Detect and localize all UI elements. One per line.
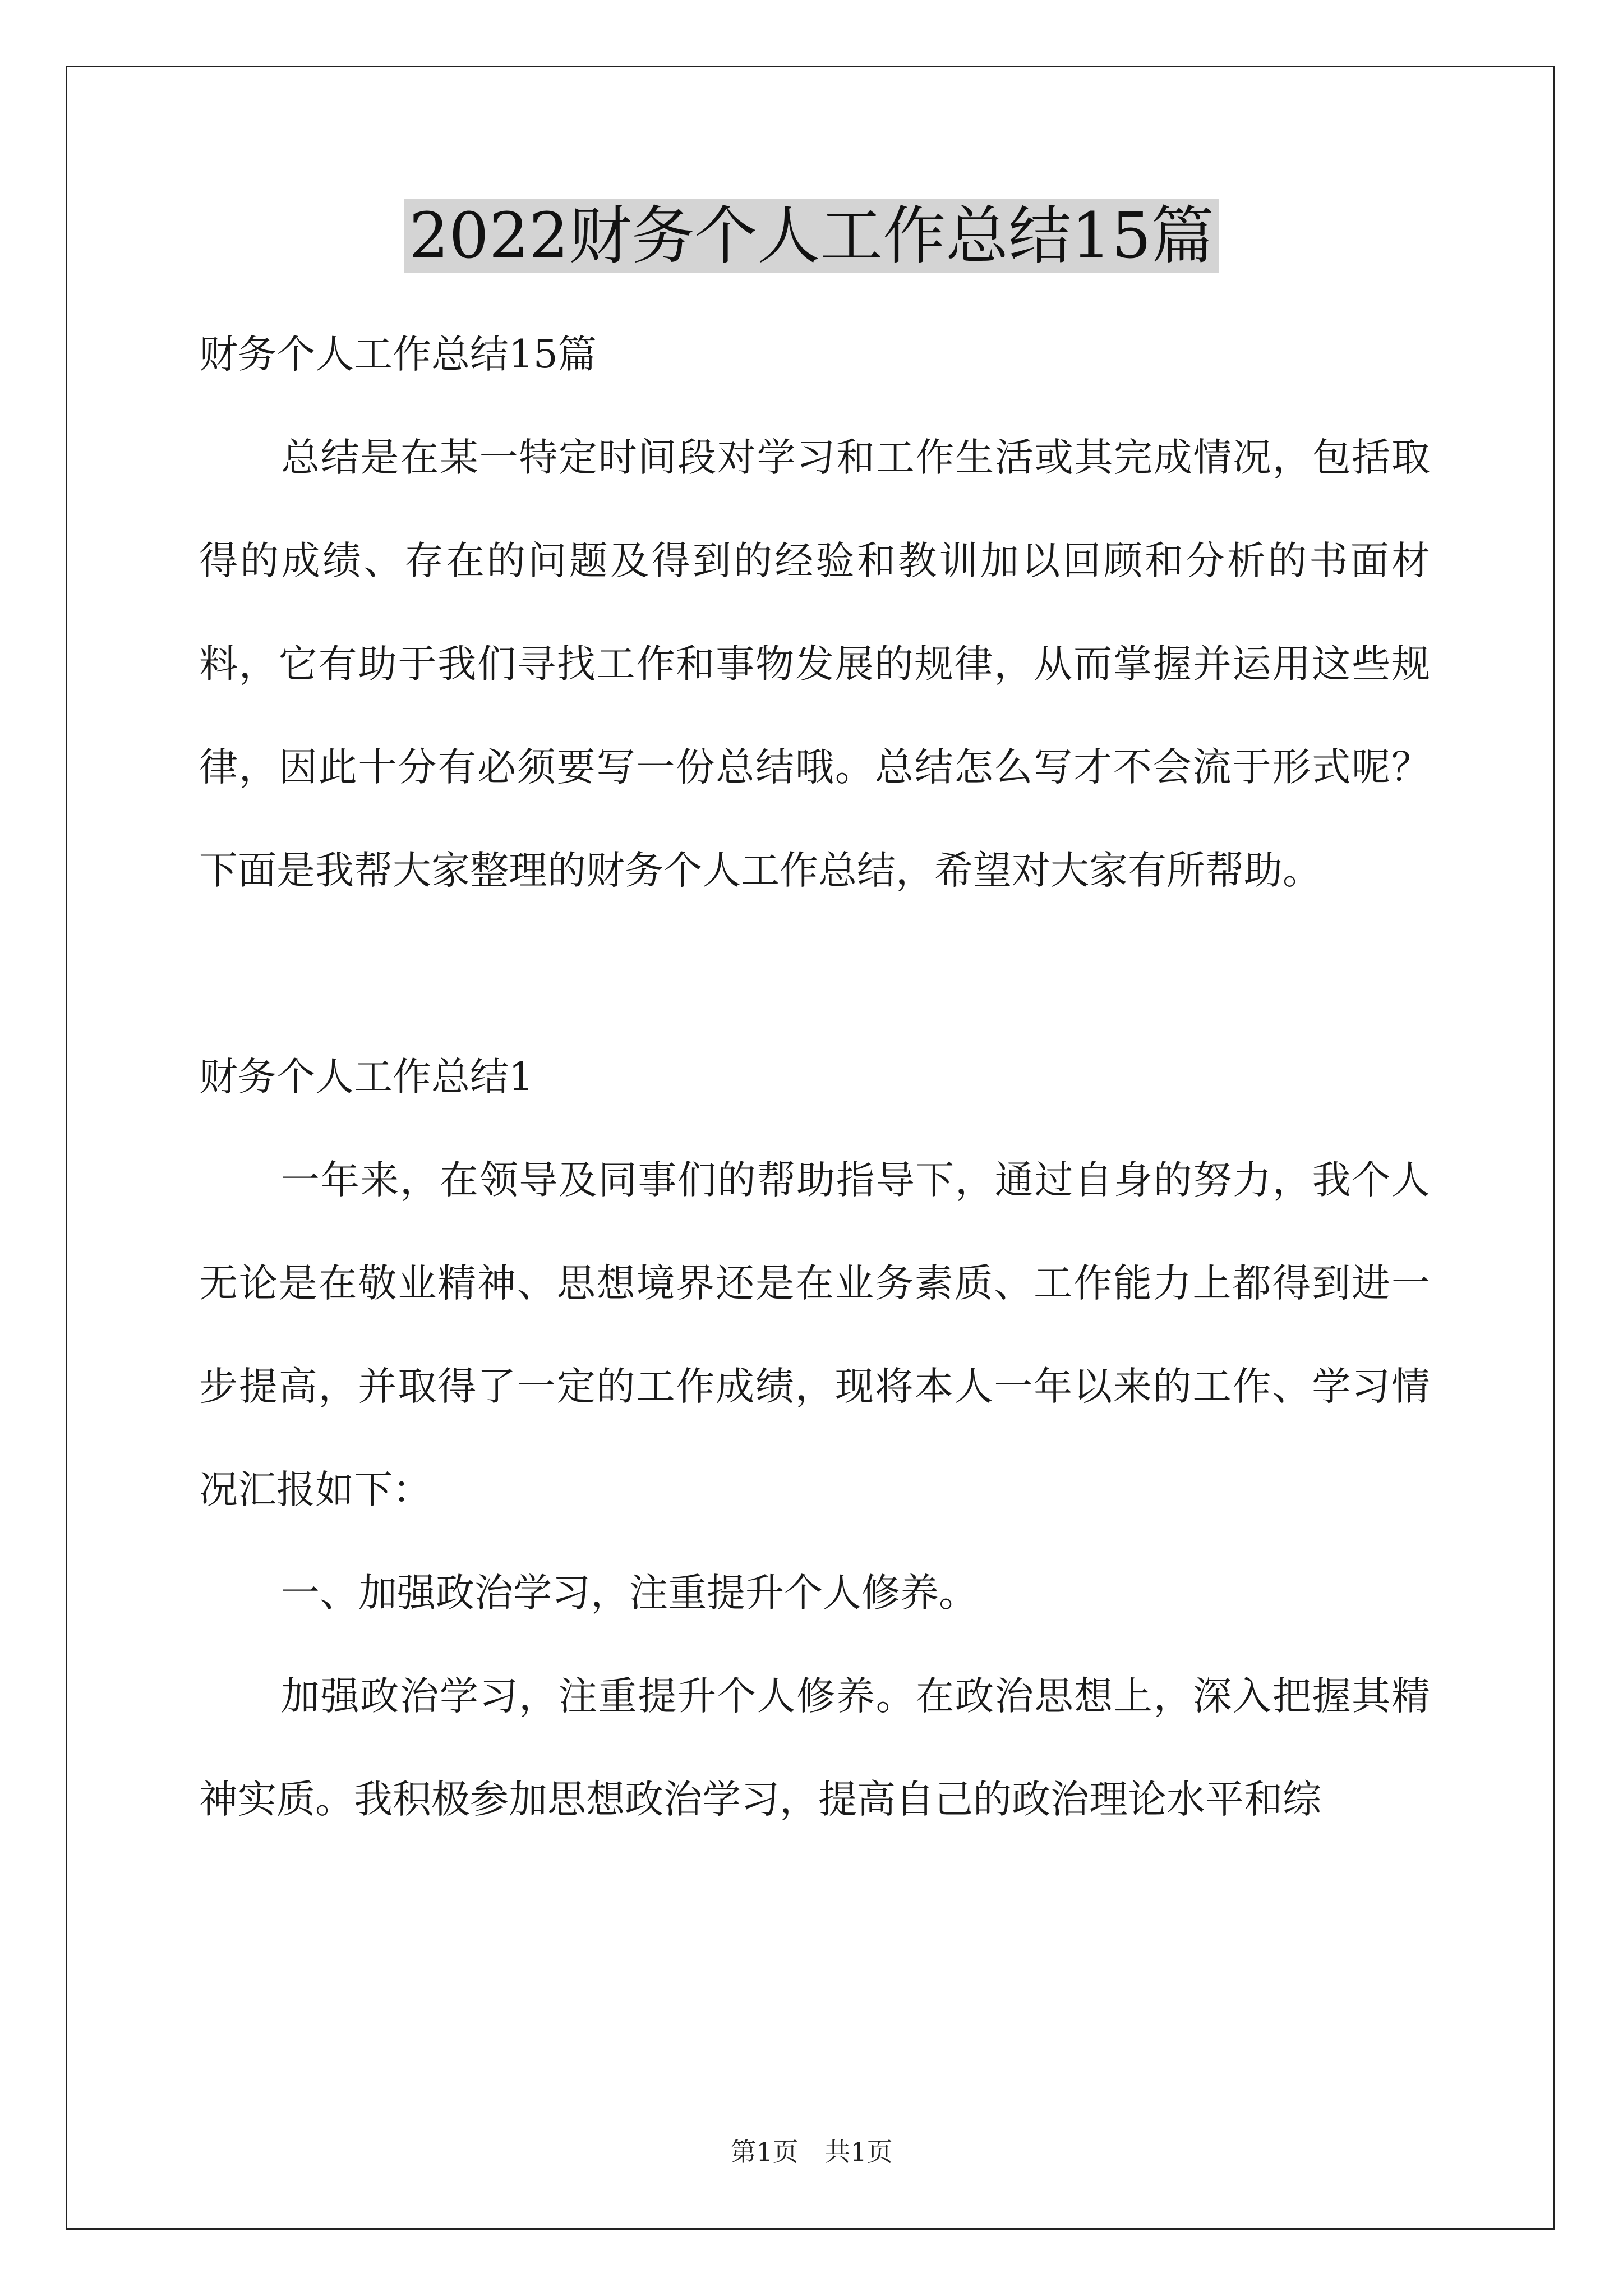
document-title: 2022财务个人工作总结15篇 — [404, 199, 1219, 273]
page-total: 共1页 — [824, 2137, 893, 2167]
section-heading: 财务个人工作总结1 — [199, 1055, 533, 1099]
subtitle: 财务个人工作总结15篇 — [199, 332, 597, 377]
body-paragraph: 加强政治学习，注重提升个人修养。在政治思想上，深入把握其精神实质。我积极参加思想政治学习，提高自己的政治理论水平和综 — [199, 1674, 1430, 1822]
intro-paragraph: 总结是在某一特定时间段对学习和工作生活或其完成情况，包括取得的成绩、存在的问题及得到的经验和教训加以回顾和分析的书面材料，它有助于我们寻找工作和事物发展的规律，从而掌握并运用这些规律，因此十分有必须要写一份总结哦。总结怎么写才不会流于形式呢？下面是我帮大家整理的财务个人工作总结，希望对大家有所帮助。 — [199, 435, 1430, 893]
document-body — [199, 303, 1430, 1851]
point-heading: 一、加强政治学习，注重提升个人修养。 — [281, 1571, 978, 1616]
blank-line — [199, 922, 1430, 1025]
page-number: 第1页 — [730, 2137, 799, 2167]
body-paragraph: 一年来，在领导及同事们的帮助指导下，通过自身的努力，我个人无论是在敬业精神、思想境界还是在业务素质、工作能力上都得到进一步提高，并取得了一定的工作成绩，现将本人一年以来的工作、学习情况汇报如下： — [199, 1158, 1430, 1512]
title-container — [0, 199, 1623, 273]
page-footer — [0, 2136, 1623, 2168]
